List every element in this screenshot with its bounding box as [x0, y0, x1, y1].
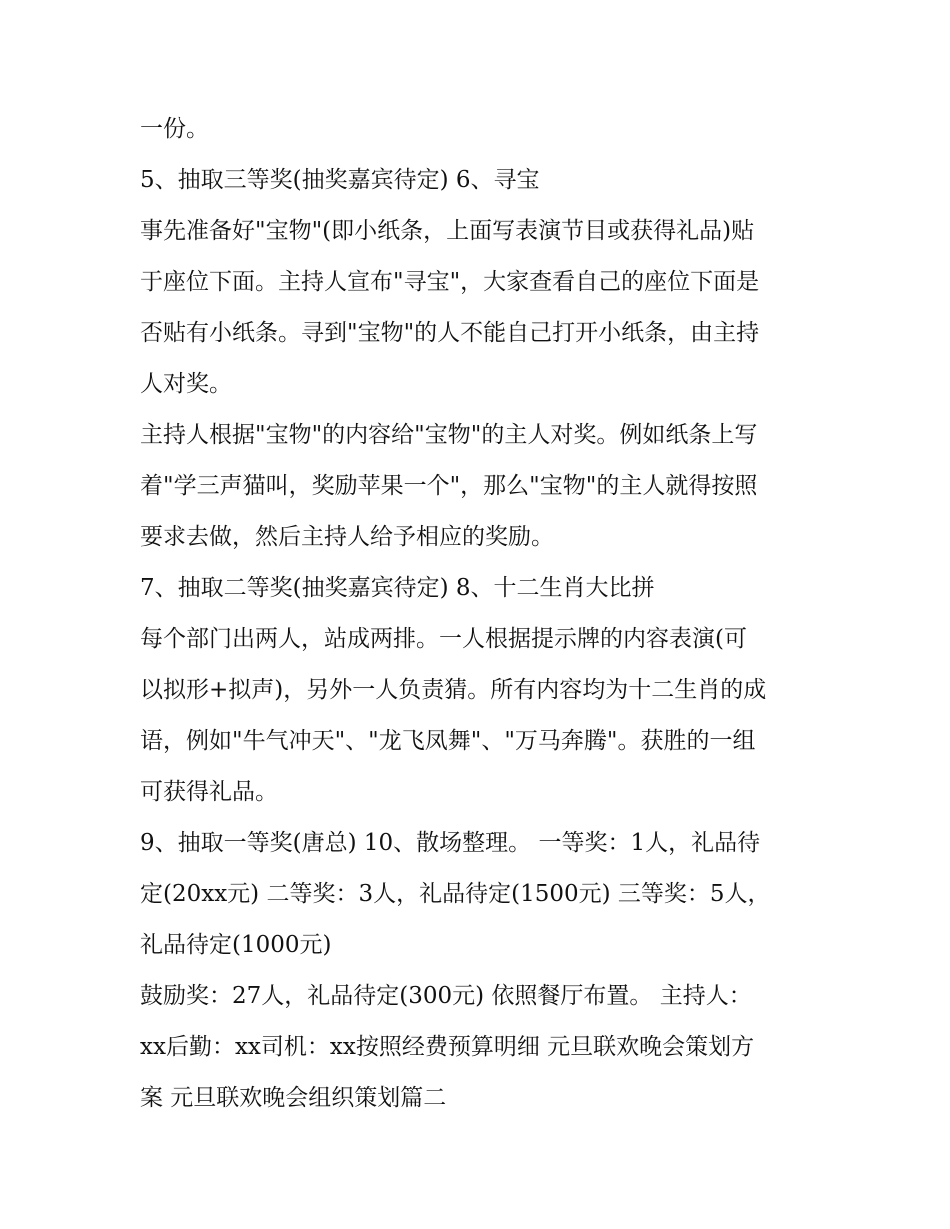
- text-line: 案 元旦联欢晚会组织策划篇二: [140, 1085, 447, 1111]
- text-line: 一份。: [140, 116, 209, 142]
- text-line: 以拟形+拟声)，另外一人负责猜。所有内容均为十二生肖的成: [140, 677, 767, 703]
- text-line: 礼品待定(1000元): [140, 932, 332, 958]
- text-line: 5、抽取三等奖(抽奖嘉宾待定) 6、寻宝: [140, 167, 540, 193]
- text-line: 人对奖。: [140, 371, 232, 397]
- text-line: 要求去做，然后主持人给予相应的奖励。: [140, 524, 554, 550]
- text-line: 着"学三声猫叫，奖励苹果一个"，那么"宝物"的主人就得按照: [140, 473, 758, 499]
- text-line: 每个部门出两人，站成两排。一人根据提示牌的内容表演(可: [140, 626, 747, 652]
- body-text: [140, 104, 820, 1124]
- text-line: 事先准备好"宝物"(即小纸条，上面写表演节目或获得礼品)贴: [140, 218, 755, 244]
- text-line: 定(20xx元) 二等奖：3人，礼品待定(1500元) 三等奖：5人，: [140, 881, 771, 907]
- text-line: 7、抽取二等奖(抽奖嘉宾待定) 8、十二生肖大比拼: [140, 575, 655, 601]
- text-line: 否贴有小纸条。寻到"宝物"的人不能自己打开小纸条，由主持: [140, 320, 760, 346]
- text-line: 主持人根据"宝物"的内容给"宝物"的主人对奖。例如纸条上写: [140, 422, 758, 448]
- text-line: 于座位下面。主持人宣布"寻宝"，大家查看自己的座位下面是: [140, 269, 760, 295]
- text-line: 可获得礼品。: [140, 779, 278, 805]
- text-line: xx后勤：xx司机：xx按照经费预算明细 元旦联欢晚会策划方: [140, 1034, 755, 1060]
- text-line: 语，例如"牛气冲天"、"龙飞凤舞"、"万马奔腾"。获胜的一组: [140, 728, 756, 754]
- text-line: 9、抽取一等奖(唐总) 10、散场整理。 一等奖：1人，礼品待: [140, 830, 761, 856]
- text-line: 鼓励奖：27人，礼品待定(300元) 依照餐厅布置。 主持人：: [140, 983, 752, 1009]
